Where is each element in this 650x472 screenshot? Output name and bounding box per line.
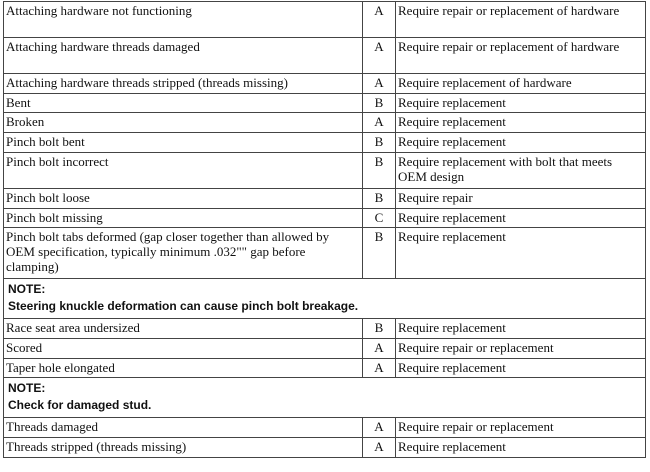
note-row [4,279,646,319]
code-cell: B [363,94,396,113]
code-cell: A [363,74,396,94]
note-text: Check for damaged stud. [8,398,152,412]
table-row [4,153,646,189]
action-cell: Require replacement of hardware [396,74,646,94]
note-text: Steering knuckle deformation can cause pinch bolt breakage. [8,299,359,313]
code-cell: A [363,359,396,378]
table-row [4,113,646,133]
action-cell: Require repair or replacement [396,418,646,438]
table-row [4,74,646,94]
note-cell [4,279,646,319]
action-cell: Require replacement [396,228,646,279]
action-cell: Require replacement [396,359,646,378]
action-cell: Require replacement with bolt that meets OEM design [396,153,646,189]
condition-cell: Threads damaged [4,418,363,438]
condition-cell: Pinch bolt tabs deformed (gap closer together than allowed by OEM specification, typically minimum .032"" gap before clamping) [4,228,363,279]
inspection-table [3,1,646,458]
condition-cell: Pinch bolt bent [4,133,363,153]
code-cell: A [363,38,396,74]
condition-cell: Race seat area undersized [4,319,363,339]
table-row [4,209,646,228]
condition-cell: Bent [4,94,363,113]
action-cell: Require replacement [396,438,646,458]
code-cell: C [363,209,396,228]
code-cell: A [363,339,396,359]
action-cell: Require replacement [396,209,646,228]
action-cell: Require replacement [396,319,646,339]
condition-cell: Attaching hardware threads stripped (threads missing) [4,74,363,94]
code-cell: B [363,319,396,339]
table-row [4,319,646,339]
condition-cell: Pinch bolt incorrect [4,153,363,189]
code-cell: A [363,113,396,133]
table-row [4,359,646,378]
table-row [4,418,646,438]
table-row [4,94,646,113]
condition-cell: Attaching hardware threads damaged [4,38,363,74]
note-label: NOTE: [8,381,46,395]
table-row [4,228,646,279]
code-cell: B [363,228,396,279]
table-row [4,189,646,209]
note-cell [4,378,646,418]
action-cell: Require replacement [396,113,646,133]
note-label: NOTE: [8,282,46,296]
note-row [4,378,646,418]
table-row [4,438,646,458]
table-row [4,2,646,38]
table-row [4,339,646,359]
condition-cell: Scored [4,339,363,359]
code-cell: B [363,133,396,153]
condition-cell: Threads stripped (threads missing) [4,438,363,458]
code-cell: B [363,189,396,209]
action-cell: Require repair or replacement of hardware [396,38,646,74]
code-cell: B [363,153,396,189]
table-row [4,133,646,153]
condition-cell: Broken [4,113,363,133]
condition-cell: Taper hole elongated [4,359,363,378]
condition-cell: Pinch bolt missing [4,209,363,228]
action-cell: Require replacement [396,133,646,153]
code-cell: A [363,418,396,438]
code-cell: A [363,2,396,38]
table-row [4,38,646,74]
condition-cell: Pinch bolt loose [4,189,363,209]
code-cell: A [363,438,396,458]
action-cell: Require repair or replacement [396,339,646,359]
action-cell: Require repair or replacement of hardware [396,2,646,38]
action-cell: Require repair [396,189,646,209]
condition-cell: Attaching hardware not functioning [4,2,363,38]
action-cell: Require replacement [396,94,646,113]
